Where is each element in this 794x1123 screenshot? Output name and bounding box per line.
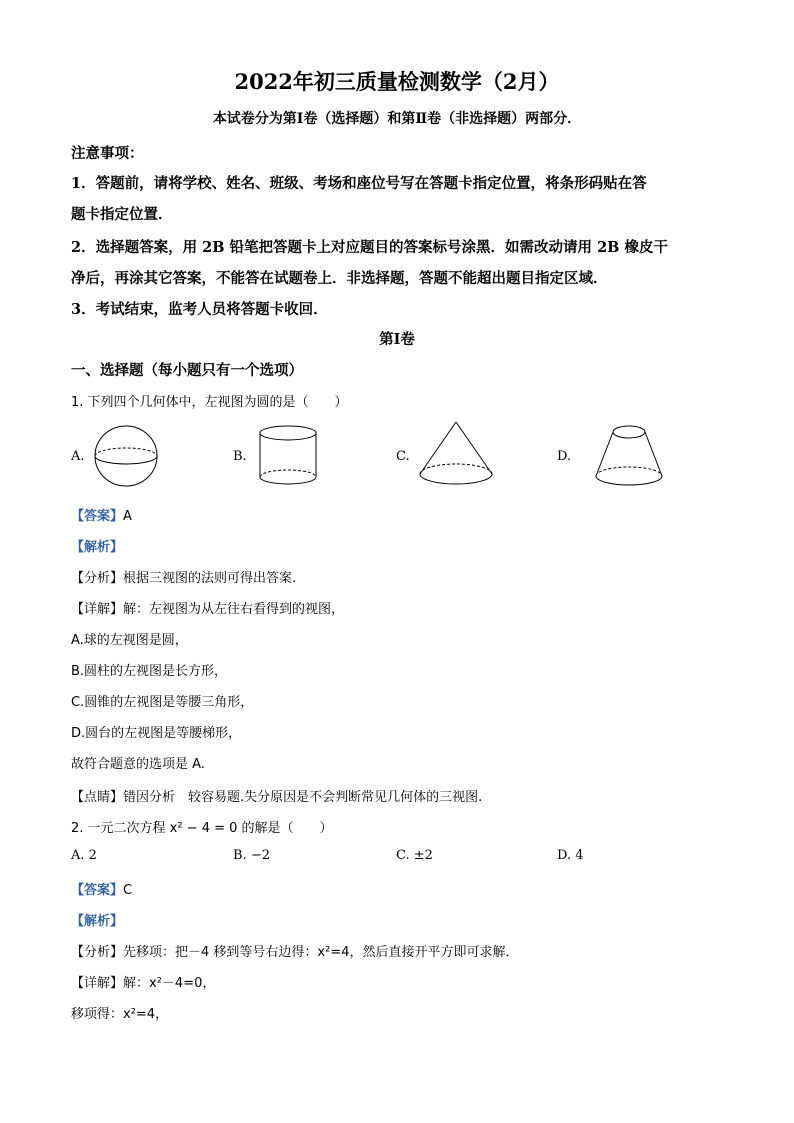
q1-dianjing-row [71,786,482,805]
q1-dianjing: 错因分析 较容易题.失分原因是不会判断常见几何体的三视图. [123,790,483,805]
q2-option-d: D. 4 [557,848,584,863]
q1-stem: 1. 下列四个几何体中，左视图为圆的是（ ） [71,395,348,410]
cylinder-figure [260,425,320,487]
q2-option-a: A. 2 [71,848,97,863]
q1-line-d: D.圆台的左视图是等腰梯形， [71,726,242,741]
analysis-tag: 【解析】 [71,914,124,929]
q1-analysis-row [71,536,123,555]
q1-answer: A [123,509,132,524]
q2-analysis-row [71,910,123,929]
note-2-line-1: 2．选择题答案，用 2B 铅笔把答题卡上对应题目的答案标号涂黑．如需改动请用 2B 橡皮干 [71,239,668,256]
q1-option-a-label: A. [71,449,85,464]
answer-tag: 【答案】 [71,883,124,898]
q2-option-c: C. ±2 [396,848,433,863]
q1-answer-row [71,505,132,524]
q1-conclusion: 故符合题意的选项是 A. [71,757,205,772]
notes-heading: 注意事项： [71,145,144,162]
q1-line-a: A.球的左视图是圆， [71,633,188,648]
q2-answer-row [71,879,132,898]
q2-xiangjie-row [71,972,215,991]
q1-option-d-label: D. [557,449,572,464]
fenxi-tag: 【分析】 [71,571,124,586]
exam-subtitle: 本试卷分为第Ⅰ卷（选择题）和第Ⅱ卷（非选择题）两部分． [212,111,582,127]
q2-answer: C [123,883,133,898]
q1-fenxi-row [71,567,296,586]
q2-fenxi-row [71,941,519,960]
dianjing-tag: 【点睛】 [71,790,124,805]
q1-line-b: B.圆柱的左视图是长方形， [71,664,228,679]
q1-xiangjie-row [71,598,344,617]
page-title: 2022年初三质量检测数学（2月） [234,69,560,94]
xiangjie-tag: 【详解】 [71,602,124,617]
fenxi-tag: 【分析】 [71,945,124,960]
note-1-line-2: 题卡指定位置． [71,206,173,223]
q2-transpose: 移项得：x²=4， [71,1007,169,1022]
q2-stem: 2. 一元二次方程 x² − 4 = 0 的解是（ ） [71,821,333,836]
q2-xiangjie: 解：x²－4=0， [123,976,216,991]
part-heading: 一、选择题（每小题只有一个选项） [71,362,303,379]
sphere-figure [95,425,165,487]
note-3: 3．考试结束，监考人员将答题卡收回． [71,301,328,318]
q1-fenxi: 根据三视图的法则可得出答案. [123,571,297,586]
frustum-figure [595,424,665,488]
note-2-line-2: 净后，再涂其它答案，不能答在试题卷上．非选择题，答题不能超出题目指定区域． [71,270,608,287]
analysis-tag: 【解析】 [71,540,124,555]
q1-option-c-label: C. [396,449,410,464]
q2-option-b: B. −2 [233,848,270,863]
xiangjie-tag: 【详解】 [71,976,124,991]
q1-xiangjie: 解：左视图为从左往右看得到的视图， [123,602,345,617]
q1-line-c: C.圆锥的左视图是等腰三角形， [71,695,254,710]
answer-tag: 【答案】 [71,509,124,524]
cone-figure [418,422,494,488]
q2-fenxi: 先移项：把－4 移到等号右边得：x²=4，然后直接开平方即可求解． [123,945,519,960]
note-1-line-1: 1．答题前，请将学校、姓名、班级、考场和座位号写在答题卡指定位置，将条形码贴在答 [71,175,647,192]
q1-option-b-label: B. [233,449,247,464]
section-title: 第Ⅰ卷 [379,331,415,348]
